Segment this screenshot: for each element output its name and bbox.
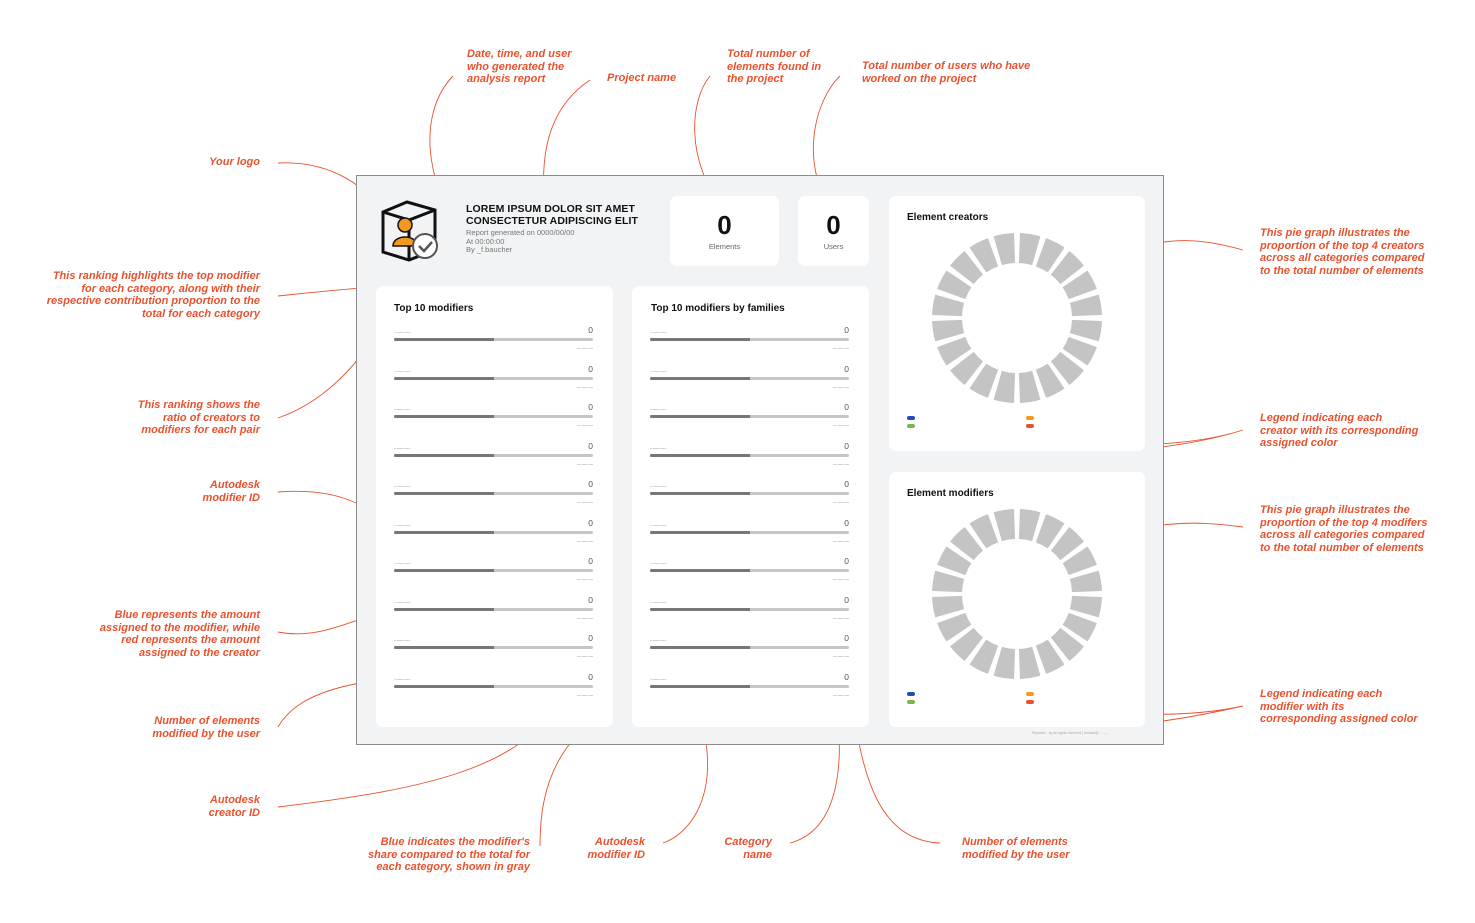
annotation-line: each category, shown in gray bbox=[376, 861, 530, 873]
category-name: .............. bbox=[832, 383, 849, 390]
share-bar-fill bbox=[394, 492, 494, 495]
annotation-line: red represents the amount bbox=[121, 634, 260, 646]
element-count: 0 bbox=[844, 402, 849, 412]
donut-segment bbox=[1070, 295, 1102, 317]
category-name: .............. bbox=[832, 614, 849, 621]
elements-count: 0 bbox=[717, 210, 732, 240]
user-id: .............. bbox=[394, 560, 411, 566]
report-footer: Reporter - by all rights reserved | contact@.......... bbox=[1032, 731, 1109, 735]
annotation-line: the project bbox=[727, 73, 784, 85]
annotation-line: Category bbox=[724, 836, 772, 848]
annotation-pie-creators bbox=[1260, 227, 1424, 277]
annotation-line: worked on the project bbox=[862, 72, 977, 85]
annotation-autodesk-modifier-id-left bbox=[100, 479, 260, 504]
element-count: 0 bbox=[588, 363, 593, 374]
annotation-line: modified by the user bbox=[152, 727, 260, 740]
annotation-line: across all categories compared bbox=[1260, 252, 1425, 264]
user-id: .............. bbox=[650, 637, 667, 643]
report-generated-at: At 00:00:00 bbox=[466, 236, 505, 246]
share-bar-fill bbox=[650, 608, 750, 611]
annotation-line: This ranking highlights the top modifier bbox=[52, 270, 260, 282]
element-count: 0 bbox=[844, 671, 849, 682]
share-bar bbox=[650, 377, 849, 380]
annotation-line: assigned color bbox=[1260, 437, 1338, 449]
annotation-category-name bbox=[672, 836, 772, 861]
category-name: .............. bbox=[576, 691, 593, 698]
annotation-line: proportion of the top 4 creators bbox=[1260, 239, 1425, 252]
donut-segment bbox=[994, 233, 1016, 265]
share-bar bbox=[394, 454, 593, 457]
ranking-row bbox=[394, 633, 593, 673]
donut-segment bbox=[932, 571, 964, 593]
category-name: .............. bbox=[576, 422, 593, 428]
users-kpi-card bbox=[798, 196, 869, 266]
annotation-blue-share bbox=[330, 836, 530, 874]
donut-segment bbox=[994, 371, 1016, 403]
share-bar bbox=[650, 685, 849, 688]
annotation-blue-red bbox=[40, 609, 260, 659]
annotation-date-time-user bbox=[467, 48, 572, 86]
annotation-autodesk-modifier-id-bottom bbox=[545, 836, 645, 861]
share-bar bbox=[650, 492, 849, 495]
annotation-line: Legend indicating each bbox=[1260, 412, 1383, 424]
category-name: .............. bbox=[832, 422, 849, 428]
donut-segment bbox=[1019, 233, 1041, 265]
elements-kpi-card bbox=[670, 196, 779, 266]
creators-chart-card bbox=[889, 196, 1145, 451]
user-id: .............. bbox=[394, 444, 411, 451]
donut-segment bbox=[994, 509, 1016, 541]
category-name: .............. bbox=[832, 691, 849, 698]
ranking-row bbox=[650, 671, 849, 712]
category-name: .............. bbox=[576, 614, 593, 621]
user-id: .............. bbox=[394, 637, 411, 643]
element-count: 0 bbox=[588, 671, 593, 682]
share-bar bbox=[650, 454, 849, 457]
share-bar bbox=[650, 646, 849, 649]
annotation-line: modifier ID bbox=[587, 848, 645, 861]
user-id: .............. bbox=[394, 483, 411, 489]
annotation-legend-modifiers bbox=[1260, 688, 1418, 726]
legend-swatch bbox=[907, 700, 915, 704]
annotation-line: Autodesk bbox=[209, 794, 260, 806]
ranking-row bbox=[650, 633, 849, 673]
share-bar-fill bbox=[394, 646, 494, 649]
legend-swatch bbox=[907, 424, 915, 428]
annotation-line: This ranking shows the bbox=[137, 399, 260, 411]
annotation-line: modified by the user bbox=[962, 848, 1070, 861]
top-families-title: Top 10 modifiers by families bbox=[651, 303, 785, 314]
annotation-line: Number of elements bbox=[962, 836, 1068, 848]
annotation-line: Your logo bbox=[209, 156, 260, 168]
category-name: .............. bbox=[576, 499, 593, 505]
element-count: 0 bbox=[844, 440, 849, 451]
category-name: .............. bbox=[832, 576, 849, 582]
report-logo bbox=[379, 200, 441, 262]
annotation-line: This pie graph illustrates the bbox=[1260, 504, 1410, 516]
element-count: 0 bbox=[588, 402, 593, 412]
annotation-autodesk-creator-id bbox=[100, 794, 260, 819]
legend-label: ... bbox=[918, 415, 922, 420]
share-bar bbox=[394, 608, 593, 611]
share-bar-fill bbox=[394, 608, 494, 611]
ranking-row bbox=[650, 556, 849, 596]
legend-swatch bbox=[1026, 416, 1034, 420]
share-bar-fill bbox=[650, 531, 750, 534]
annotation-creator-modifier-ratio bbox=[60, 399, 260, 437]
donut-segment bbox=[1070, 571, 1102, 593]
ranking-row bbox=[650, 594, 849, 635]
top-families-card bbox=[632, 286, 869, 727]
user-id: .............. bbox=[394, 367, 411, 374]
donut-segment bbox=[932, 295, 964, 317]
user-id: .............. bbox=[650, 444, 667, 451]
annotation-line: name bbox=[743, 848, 772, 861]
user-id: .............. bbox=[650, 521, 667, 528]
share-bar bbox=[394, 492, 593, 495]
donut-segment bbox=[1019, 647, 1041, 679]
user-id: .............. bbox=[650, 329, 667, 335]
share-bar bbox=[394, 415, 593, 418]
annotation-line: creator with its corresponding bbox=[1260, 424, 1419, 437]
share-bar bbox=[394, 377, 593, 380]
element-count: 0 bbox=[588, 556, 593, 566]
share-bar-fill bbox=[650, 454, 750, 457]
ranking-row bbox=[650, 479, 849, 519]
share-bar-fill bbox=[394, 377, 494, 380]
ranking-row bbox=[394, 594, 593, 635]
category-name: .............. bbox=[576, 537, 593, 544]
annotation-line: Autodesk bbox=[209, 479, 260, 491]
annotation-line: across all categories compared bbox=[1260, 529, 1425, 541]
annotation-line: Date, time, and user bbox=[467, 48, 572, 60]
annotation-line: modifier with its bbox=[1260, 700, 1345, 713]
user-id: .............. bbox=[650, 367, 667, 374]
ranking-row bbox=[650, 517, 849, 558]
annotation-line: assigned to the creator bbox=[138, 646, 260, 659]
annotation-line: This pie graph illustrates the bbox=[1260, 227, 1410, 239]
share-bar-fill bbox=[650, 685, 750, 688]
annotation-line: modifiers for each pair bbox=[141, 424, 260, 436]
donut-segment bbox=[932, 320, 964, 342]
annotation-line: to the total number of elements bbox=[1260, 541, 1424, 554]
ranking-row bbox=[394, 517, 593, 558]
annotation-total-users bbox=[862, 60, 1030, 85]
user-id: .............. bbox=[650, 675, 667, 682]
donut-segment bbox=[1070, 596, 1102, 618]
top-modifiers-title: Top 10 modifiers bbox=[394, 303, 474, 314]
annotation-top-modifier-ranking bbox=[20, 270, 260, 320]
report-sheet bbox=[356, 175, 1164, 745]
share-bar-fill bbox=[394, 569, 494, 572]
annotation-line: Legend indicating each bbox=[1260, 688, 1383, 700]
element-count: 0 bbox=[844, 325, 849, 335]
annotation-line: corresponding assigned color bbox=[1260, 713, 1418, 725]
share-bar bbox=[650, 531, 849, 534]
annotation-line: proportion of the top 4 modifers bbox=[1260, 516, 1428, 529]
ranking-row bbox=[650, 440, 849, 481]
report-generated-by: By _f.baucher bbox=[466, 245, 513, 254]
annotation-line: assigned to the modifier, while bbox=[99, 621, 260, 634]
share-bar-fill bbox=[650, 338, 750, 341]
element-count: 0 bbox=[588, 633, 593, 643]
annotation-line: total for each category bbox=[142, 307, 260, 320]
element-count: 0 bbox=[844, 633, 849, 643]
category-name: .............. bbox=[576, 576, 593, 582]
share-bar-fill bbox=[650, 569, 750, 572]
share-bar-fill bbox=[394, 338, 494, 341]
annotation-elements-modified-bottom bbox=[962, 836, 1070, 861]
donut-segment bbox=[1019, 371, 1041, 403]
share-bar bbox=[394, 569, 593, 572]
annotation-legend-creators bbox=[1260, 412, 1418, 450]
legend-label: ... bbox=[918, 691, 922, 696]
legend-label: ... bbox=[1037, 691, 1041, 696]
annotation-line: modifier ID bbox=[202, 491, 260, 504]
user-id: .............. bbox=[394, 675, 411, 682]
donut-segment bbox=[1070, 320, 1102, 342]
share-bar-fill bbox=[394, 415, 494, 418]
user-id: .............. bbox=[394, 521, 411, 528]
category-name: .............. bbox=[576, 383, 593, 390]
legend-label: ... bbox=[1037, 415, 1041, 420]
modifiers-chart-title: Element modifiers bbox=[907, 488, 994, 499]
element-count: 0 bbox=[588, 517, 593, 528]
category-name: .............. bbox=[576, 460, 593, 467]
annotation-line: Blue represents the amount bbox=[114, 609, 260, 621]
annotation-line: creator ID bbox=[208, 806, 260, 819]
creators-chart-title: Element creators bbox=[907, 212, 989, 223]
annotation-line: ratio of creators to bbox=[162, 411, 260, 424]
annotation-line: Total number of users who have bbox=[862, 60, 1031, 72]
category-name: .............. bbox=[832, 537, 849, 544]
share-bar bbox=[394, 685, 593, 688]
user-id: .............. bbox=[394, 598, 411, 605]
annotation-line: Project name bbox=[607, 72, 677, 84]
element-count: 0 bbox=[588, 594, 593, 605]
legend-swatch bbox=[1026, 692, 1034, 696]
share-bar-fill bbox=[394, 531, 494, 534]
modifiers-donut bbox=[889, 472, 1145, 727]
ranking-row bbox=[394, 363, 593, 404]
ranking-row bbox=[394, 671, 593, 712]
annotation-line: respective contribution proportion to the bbox=[46, 295, 260, 307]
share-bar-fill bbox=[650, 415, 750, 418]
element-count: 0 bbox=[844, 517, 849, 528]
donut-segment bbox=[994, 647, 1016, 679]
annotation-project-name bbox=[607, 72, 676, 85]
element-count: 0 bbox=[844, 556, 849, 566]
share-bar bbox=[394, 531, 593, 534]
project-title-line2: CONSECTETUR ADIPISCING ELIT bbox=[466, 215, 639, 227]
annotation-line: Number of elements bbox=[154, 715, 260, 727]
annotation-line: analysis report bbox=[467, 73, 546, 85]
legend-swatch bbox=[907, 416, 915, 420]
creators-donut bbox=[889, 196, 1145, 451]
legend-swatch bbox=[907, 692, 915, 696]
users-count: 0 bbox=[826, 210, 841, 240]
annotation-your-logo bbox=[160, 156, 260, 169]
legend-swatch bbox=[1026, 424, 1034, 428]
annotation-line: for each category, along with their bbox=[81, 282, 260, 295]
ranking-row bbox=[650, 363, 849, 404]
share-bar bbox=[650, 415, 849, 418]
category-name: .............. bbox=[576, 345, 593, 351]
user-check-cube-icon bbox=[379, 200, 441, 262]
ranking-row bbox=[394, 440, 593, 481]
element-count: 0 bbox=[588, 479, 593, 489]
elements-label: Elements bbox=[708, 242, 741, 251]
modifiers-chart-card bbox=[889, 472, 1145, 727]
user-id: .............. bbox=[394, 406, 411, 412]
share-bar bbox=[650, 569, 849, 572]
legend-swatch bbox=[1026, 700, 1034, 704]
ranking-row bbox=[394, 556, 593, 596]
donut-segment bbox=[1019, 509, 1041, 541]
ranking-row bbox=[394, 325, 593, 365]
category-name: .............. bbox=[576, 653, 593, 659]
users-label: Users bbox=[823, 242, 844, 251]
annotation-elements-modified-left bbox=[60, 715, 260, 740]
annotation-line: Total number of bbox=[727, 48, 810, 60]
share-bar bbox=[394, 338, 593, 341]
user-id: .............. bbox=[650, 483, 667, 489]
element-count: 0 bbox=[844, 594, 849, 605]
ranking-row bbox=[394, 479, 593, 519]
ranking-row bbox=[650, 325, 849, 365]
top-modifiers-card bbox=[376, 286, 613, 727]
share-bar bbox=[650, 608, 849, 611]
annotation-line: elements found in bbox=[727, 60, 822, 73]
annotation-total-elements bbox=[727, 48, 821, 86]
share-bar bbox=[650, 338, 849, 341]
share-bar-fill bbox=[650, 646, 750, 649]
category-name: .............. bbox=[832, 345, 849, 351]
annotation-line: Autodesk bbox=[594, 836, 645, 848]
ranking-row bbox=[650, 402, 849, 442]
annotation-line: Blue indicates the modifier's bbox=[380, 836, 530, 848]
category-name: .............. bbox=[832, 499, 849, 505]
user-id: .............. bbox=[650, 598, 667, 605]
ranking-row bbox=[394, 402, 593, 442]
share-bar-fill bbox=[394, 685, 494, 688]
element-count: 0 bbox=[588, 440, 593, 451]
share-bar-fill bbox=[394, 454, 494, 457]
share-bar-fill bbox=[650, 377, 750, 380]
report-generated-on: Report generated on 0000/00/00 bbox=[466, 228, 575, 237]
element-count: 0 bbox=[844, 363, 849, 374]
annotation-pie-modifiers bbox=[1260, 504, 1427, 554]
project-title bbox=[466, 203, 638, 227]
category-name: .............. bbox=[832, 460, 849, 467]
element-count: 0 bbox=[844, 479, 849, 489]
annotation-line: share compared to the total for bbox=[368, 848, 530, 861]
donut-segment bbox=[932, 596, 964, 618]
user-id: .............. bbox=[650, 560, 667, 566]
share-bar bbox=[394, 646, 593, 649]
annotation-line: to the total number of elements bbox=[1260, 264, 1424, 277]
report-meta bbox=[466, 229, 574, 255]
user-id: .............. bbox=[394, 329, 411, 335]
element-count: 0 bbox=[588, 325, 593, 335]
annotation-line: who generated the bbox=[467, 60, 565, 73]
user-id: .............. bbox=[650, 406, 667, 412]
project-title-line1: LOREM IPSUM DOLOR SIT AMET bbox=[466, 203, 636, 215]
category-name: .............. bbox=[832, 653, 849, 659]
share-bar-fill bbox=[650, 492, 750, 495]
